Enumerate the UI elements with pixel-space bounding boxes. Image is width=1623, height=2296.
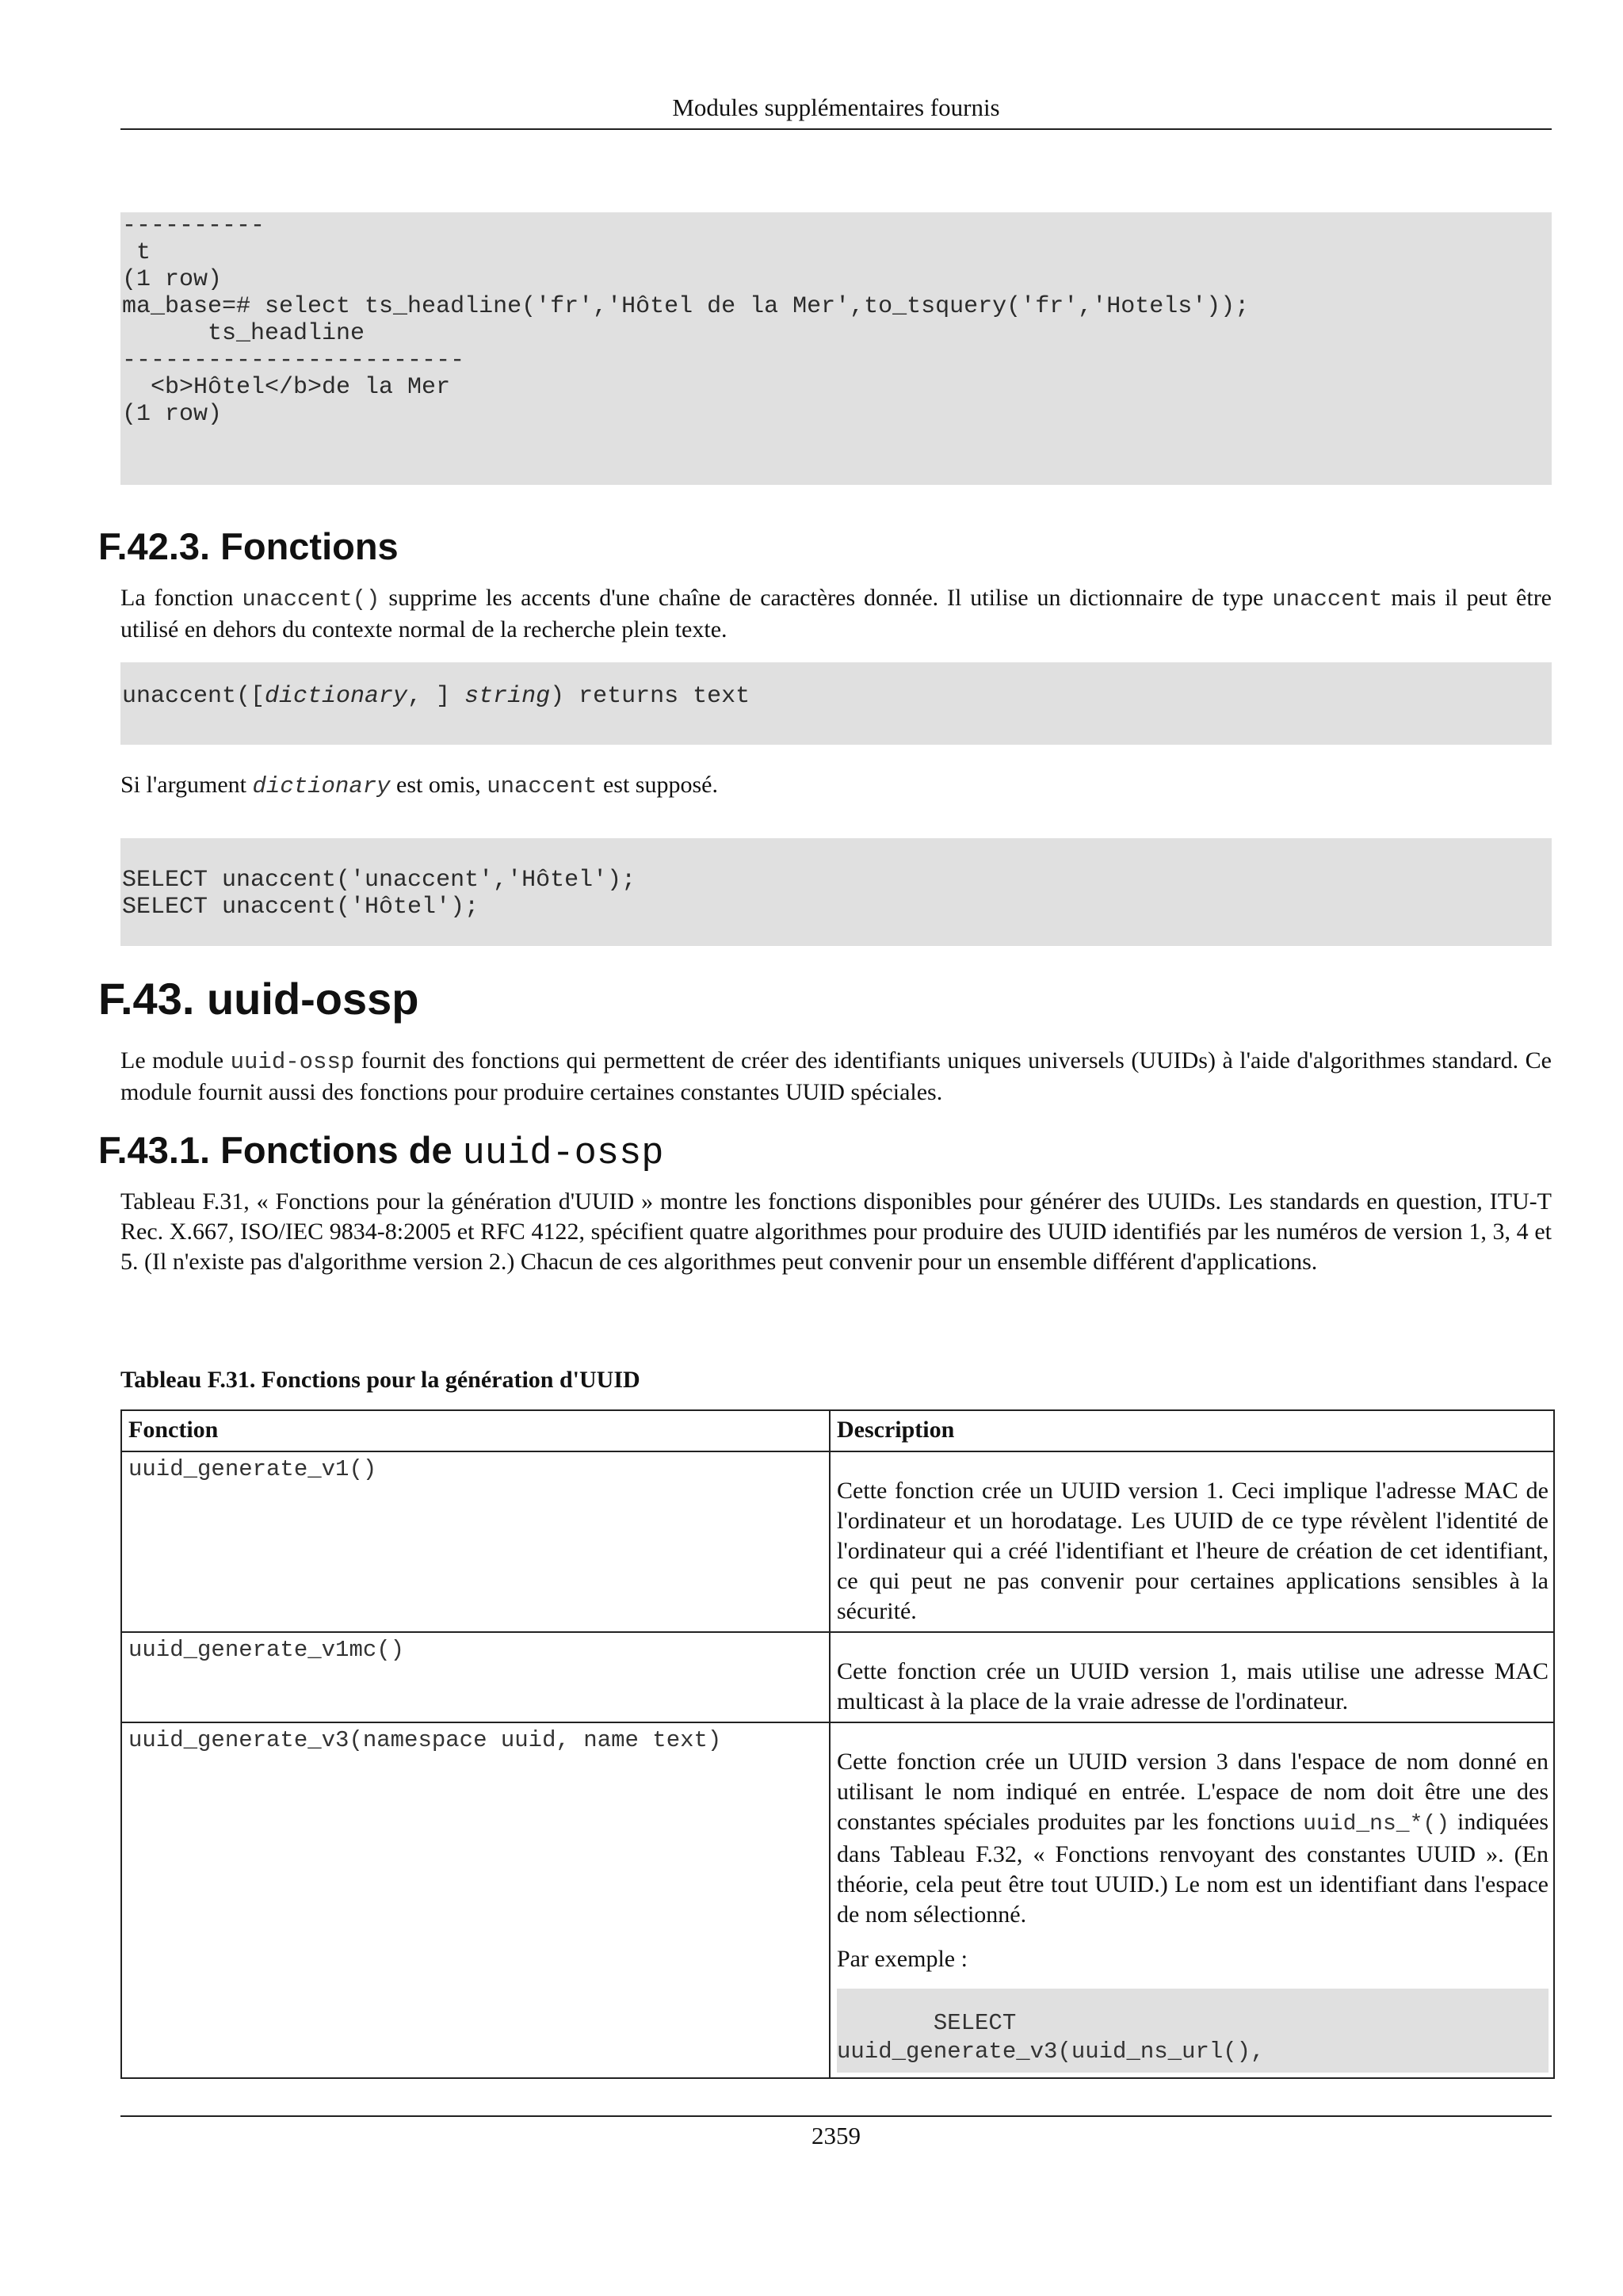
code-block-unaccent-example: SELECT unaccent('unaccent','Hôtel'); SELECT unaccent('Hôtel');: [120, 838, 1552, 946]
table-caption: Tableau F.31. Fonctions pour la génération d'UUID: [120, 1367, 640, 1393]
inline-code-dictionary: dictionary: [252, 773, 391, 799]
code-block-uuid-v3-example: SELECT uuid_generate_v3(uuid_ns_url(),: [837, 1989, 1549, 2073]
inline-code-unaccent-fn: unaccent(): [242, 586, 380, 612]
section-heading-f-42-3: F.42.3. Fonctions: [98, 525, 399, 567]
inline-code-uuid-ossp: uuid-ossp: [230, 1049, 355, 1075]
example-label: Par exemple :: [837, 1946, 968, 1972]
uuid-functions-table: [120, 1409, 1555, 2079]
heading-code-uuid-ossp: uuid-ossp: [462, 1133, 664, 1175]
footer-rule: [120, 2115, 1552, 2117]
page-header-title: Modules supplémentaires fournis: [672, 93, 1000, 121]
table-row: [121, 1451, 1554, 1632]
page-number: 2359: [812, 2122, 861, 2149]
section-heading-f-43: F.43. uuid-ossp: [98, 974, 419, 1024]
description-cell: [830, 1722, 1554, 2078]
function-name-cell: uuid_generate_v3(namespace uuid, name text): [121, 1722, 830, 2078]
code-block-ts-headline: ---------- t (1 row) ma_base=# select ts_headline('fr','Hôtel de la Mer',to_tsquery('fr','Hotels')); ts_headline ------------------------ <b>Hôtel</b>de la Mer (1 row): [120, 212, 1552, 485]
code-block-signature: unaccent([dictionary, ] string) returns text: [120, 662, 1552, 745]
table-row: [121, 1722, 1554, 2078]
inline-code-uuid-ns: uuid_ns_*(): [1303, 1812, 1450, 1836]
description-text: Cette fonction crée un UUID version 3 dans l'espace de nom donné en utilisant le nom indiqué en entrée. L'espace de nom doit être une des constantes spéciales produites par les fonctions uuid_ns_*() indiquées dans Tableau F.32, « Fonctions renvoyant des constantes UUID ». (En théorie, cela peut être tout UUID.) Le nom est un identifiant dans l'espace de nom sélectionné.: [837, 1749, 1549, 1928]
table-header-row: [121, 1410, 1554, 1451]
inline-code-unaccent: unaccent: [1272, 586, 1383, 612]
header-rule: [120, 128, 1552, 130]
column-header-fonction: Fonction: [121, 1410, 830, 1451]
paragraph-dictionary-note: Si l'argument dictionary est omis, unaccent est supposé.: [120, 772, 718, 799]
inline-code-unaccent-default: unaccent: [487, 773, 598, 799]
paragraph-uuid-functions: Tableau F.31, « Fonctions pour la génération d'UUID » montre les fonctions disponibles pour générer des UUIDs. Les standards en question, ITU-T Rec. X.667, ISO/IEC 9834-8:2005 et RFC 4122, spécifient quatre algorithmes pour produire des UUID identifiés par les numéros de version 1, 3, 4 et 5. (Il n'existe pas d'algorithme version 2.) Chacun de ces algorithmes peut convenir pour un ensemble différent d'applications.: [120, 1188, 1552, 1275]
function-name-cell: uuid_generate_v1mc(): [121, 1632, 830, 1722]
function-name-cell: uuid_generate_v1(): [121, 1451, 830, 1632]
column-header-description: Description: [830, 1410, 1554, 1451]
paragraph-unaccent-intro: La fonction unaccent() supprime les accents d'une chaîne de caractères donnée. Il utilise un dictionnaire de type unaccent mais il peut être utilisé en dehors du contexte normal de la recherche plein texte.: [120, 585, 1552, 643]
description-cell: Cette fonction crée un UUID version 1. Ceci implique l'adresse MAC de l'ordinateur et un horodatage. Les UUID de ce type révèlent l'identité de l'ordinateur qui a créé l'identifiant et l'heure de création de cet identifiant, ce qui peut ne pas convenir pour certaines applications sensibles à la sécurité.: [830, 1451, 1554, 1632]
description-cell: Cette fonction crée un UUID version 1, mais utilise une adresse MAC multicast à la place de la vraie adresse de l'ordinateur.: [830, 1632, 1554, 1722]
table-row: [121, 1632, 1554, 1722]
section-heading-f-43-1: F.43.1. Fonctions de uuid-ossp: [98, 1129, 664, 1175]
paragraph-uuid-ossp-intro: Le module uuid-ossp fournit des fonctions qui permettent de créer des identifiants uniques universels (UUIDs) à l'aide d'algorithmes standard. Ce module fournit aussi des fonctions pour produire certaines constantes UUID spéciales.: [120, 1047, 1552, 1105]
